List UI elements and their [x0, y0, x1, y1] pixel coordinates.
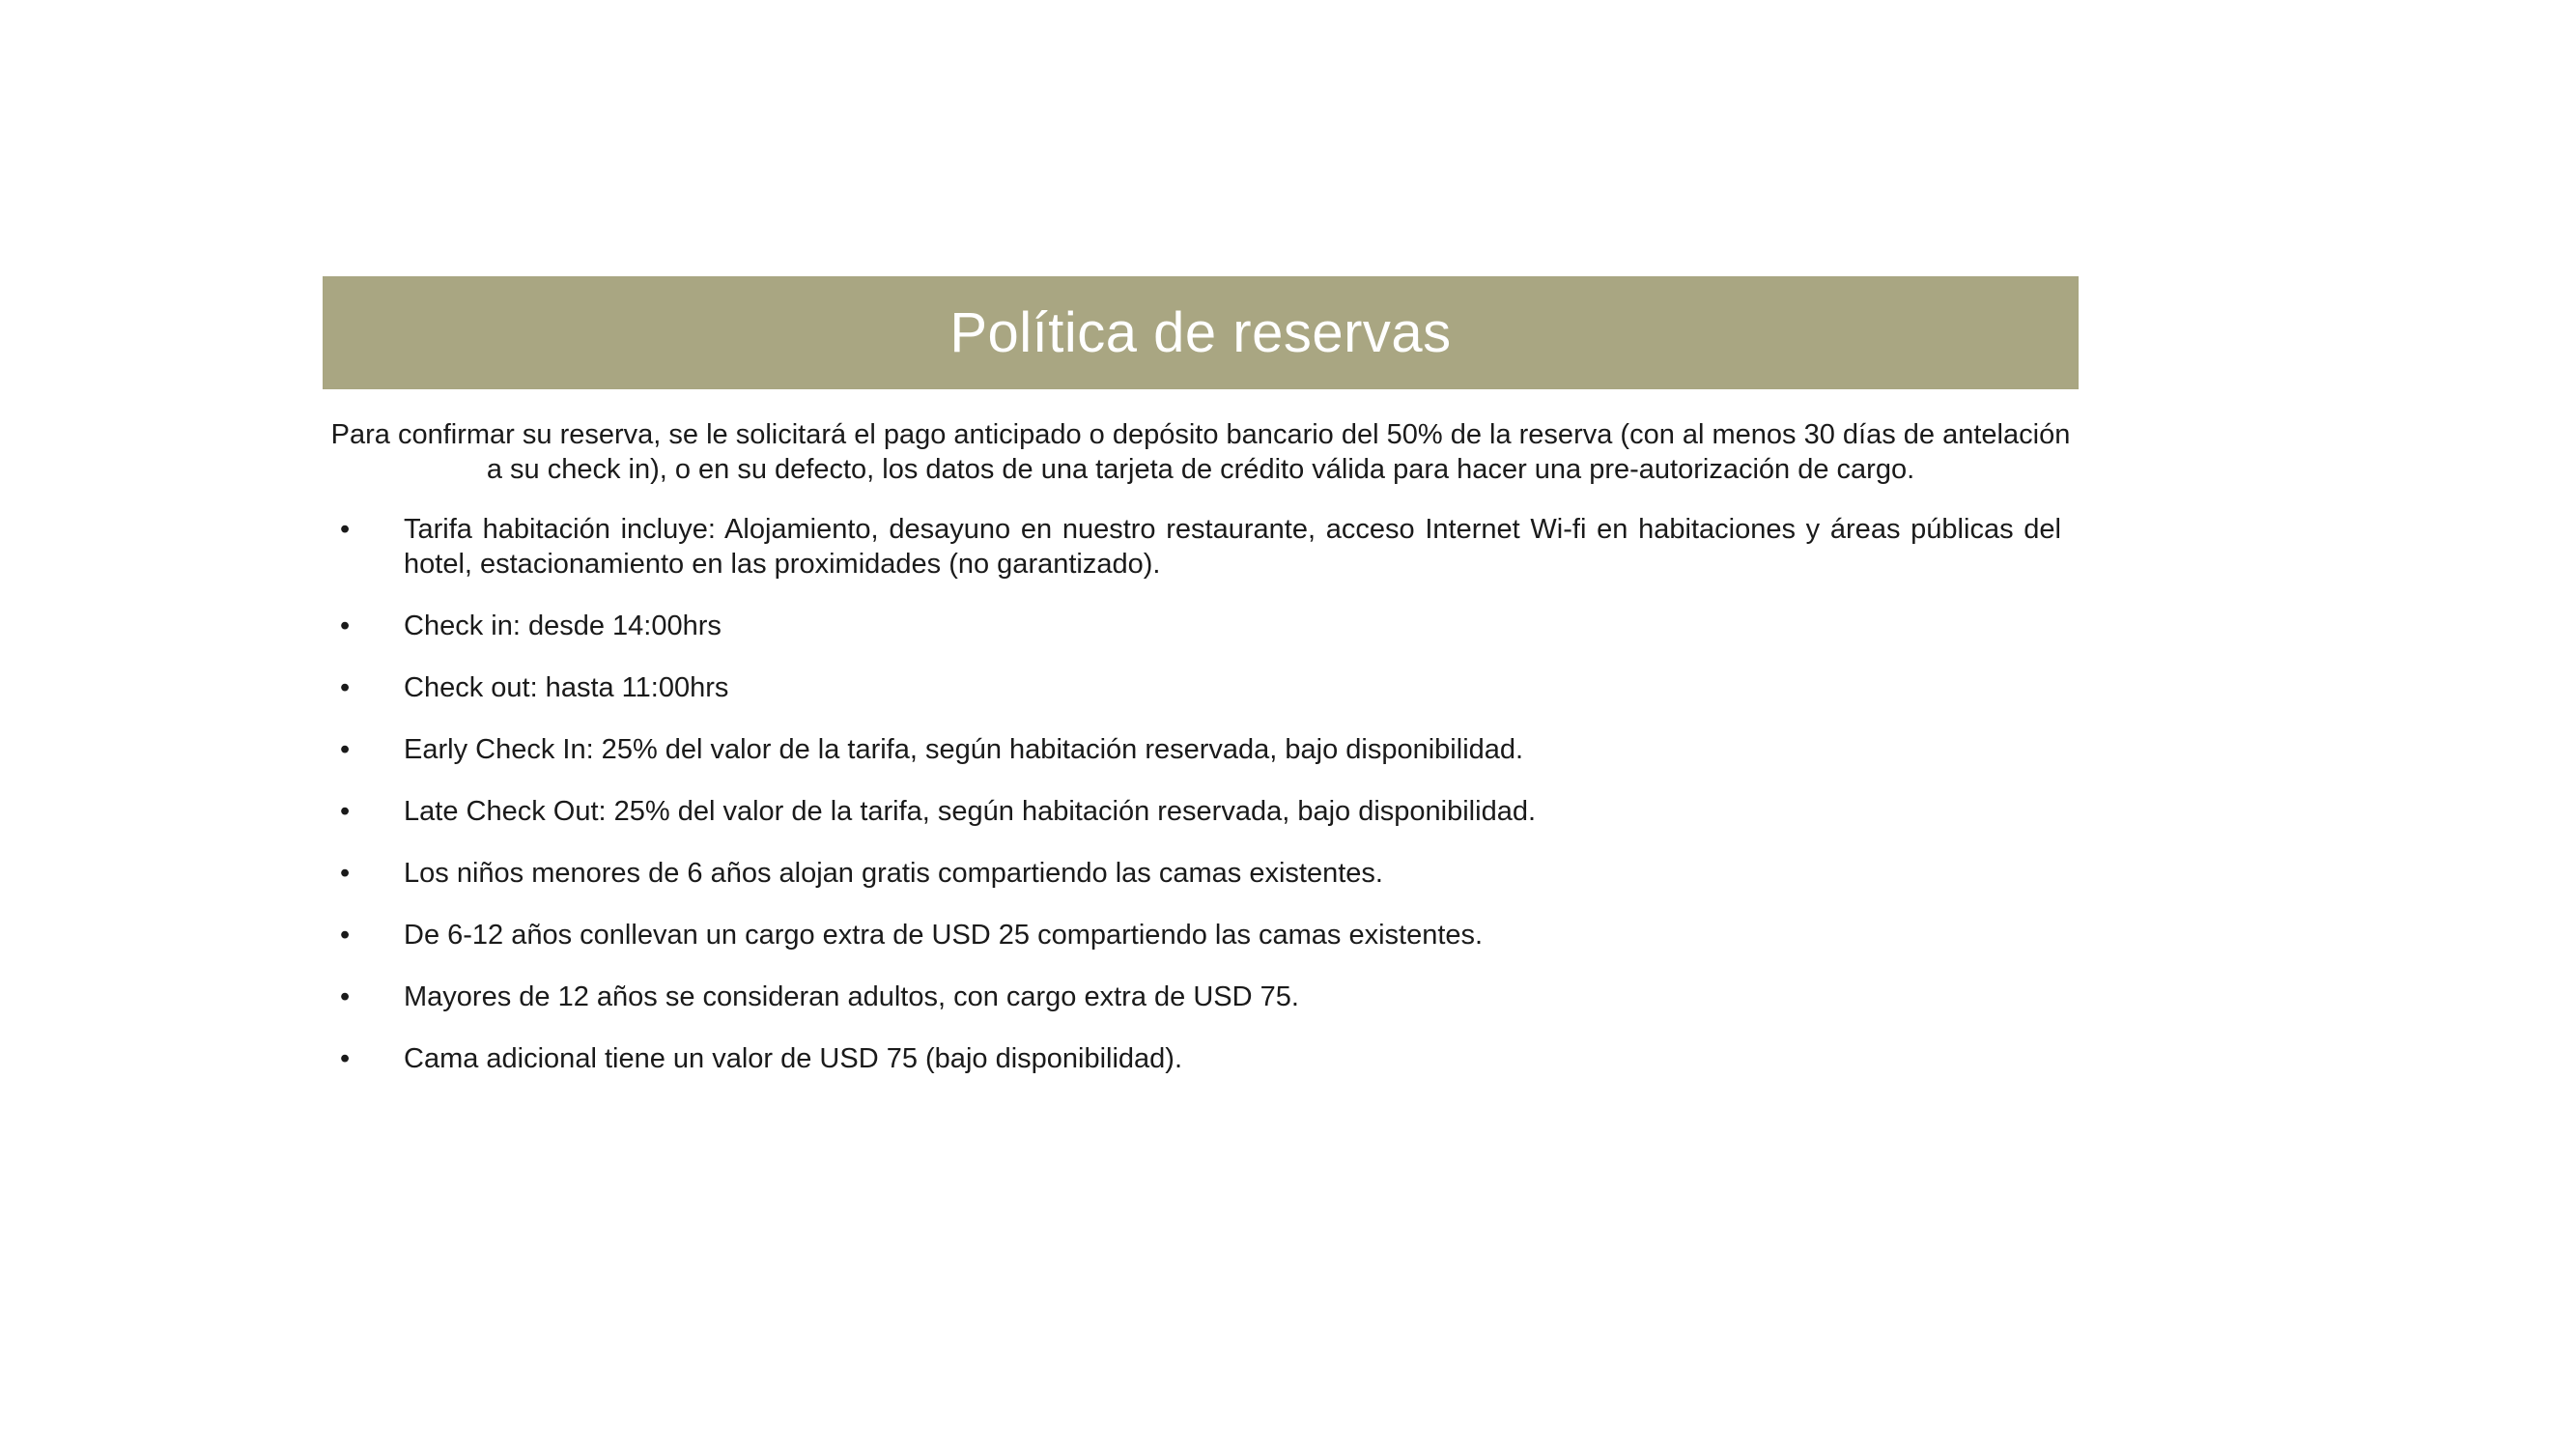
list-item — [340, 670, 2061, 705]
list-item-text: Cama adicional tiene un valor de USD 75 (bajo disponibilidad). — [404, 1043, 1183, 1074]
list-item-text: Mayores de 12 años se consideran adultos, con cargo extra de USD 75. — [404, 981, 1299, 1012]
list-item — [340, 980, 2061, 1014]
list-item — [340, 856, 2061, 891]
list-item-text: De 6-12 años conllevan un cargo extra de USD 25 compartiendo las camas existentes. — [404, 920, 1484, 951]
list-item — [340, 918, 2061, 952]
bullet-icon: • — [340, 858, 351, 889]
bullet-icon: • — [340, 796, 351, 827]
list-item-text: Late Check Out: 25% del valor de la tarifa, según habitación reservada, bajo disponibilidad. — [404, 796, 1537, 827]
list-item — [340, 1041, 2061, 1076]
intro-paragraph: Para confirmar su reserva, se le solicitará el pago anticipado o depósito bancario del 50% de la reserva (con al menos 30 días de antelación a su check in), o en su defecto, los datos de una tarjeta de crédito válida para hacer una pre-autorización de cargo. — [330, 419, 2071, 485]
list-item-text: Early Check In: 25% del valor de la tarifa, según habitación reservada, bajo disponibilidad. — [404, 734, 1524, 765]
list-item — [340, 512, 2061, 582]
page-title: Política de reservas — [949, 300, 1452, 364]
list-item-text: Check in: desde 14:00hrs — [404, 611, 722, 641]
list-item-text: Los niños menores de 6 años alojan gratis compartiendo las camas existentes. — [404, 858, 1383, 889]
list-item — [340, 609, 2061, 643]
bullet-icon: • — [340, 514, 351, 545]
list-item-text: Tarifa habitación incluye: Alojamiento, desayuno en nuestro restaurante, acceso Internet Wi-fi en habitaciones y áreas públicas del hotel, estacionamiento en las proximidades (no garantizado). — [404, 514, 2061, 580]
bullet-icon: • — [340, 611, 351, 641]
title-bar — [323, 276, 2079, 389]
policy-list — [340, 512, 2061, 1103]
bullet-icon: • — [340, 981, 351, 1012]
bullet-icon: • — [340, 920, 351, 951]
list-item-text: Check out: hasta 11:00hrs — [404, 672, 729, 703]
list-item — [340, 732, 2061, 767]
bullet-icon: • — [340, 1043, 351, 1074]
list-item — [340, 794, 2061, 829]
bullet-icon: • — [340, 734, 351, 765]
bullet-icon: • — [340, 672, 351, 703]
